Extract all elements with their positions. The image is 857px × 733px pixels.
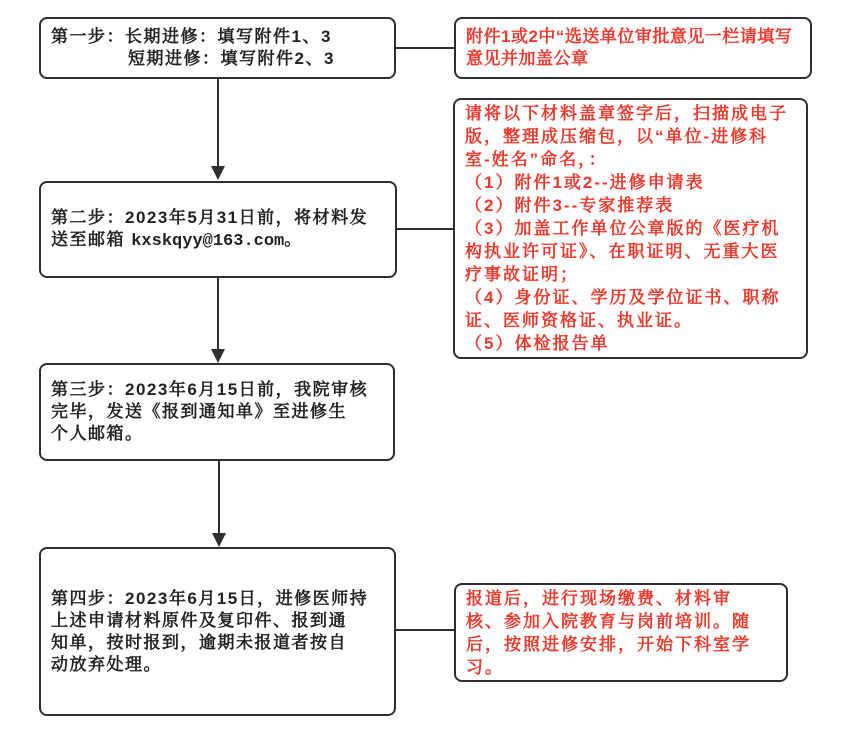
step-3-text-line: 个人邮箱。: [51, 424, 144, 443]
step-3-box: [39, 363, 395, 461]
note-2-text-line: 室-姓名”命名，：: [465, 150, 608, 169]
step-2-box: [39, 181, 397, 278]
arrowhead-down-icon: [211, 166, 225, 180]
note-2-text-line: （1）附件1或2--进修申请表: [465, 173, 705, 192]
note-2-text-line: （4）身份证、学历及学位证书、职称: [465, 288, 781, 307]
note-3-box: [454, 583, 788, 682]
connector-step4-note3: [394, 629, 454, 631]
note-3-text-line: 习。: [466, 657, 504, 677]
step-4-text-line: 知单，按时报到，逾期未报道者按自: [51, 632, 347, 652]
step-1-box: [39, 17, 396, 79]
arrow-step2-to-step3: [211, 278, 225, 363]
note-2-text-line: （3）加盖工作单位公章版的《医疗机: [465, 219, 781, 238]
step-3-text-line: 第三步：2023年6月15日前，我院审核: [51, 380, 369, 399]
arrow-shaft: [217, 278, 219, 351]
note-2-text-line: 构执业许可证》、在职证明、无重大医: [465, 242, 780, 261]
note-2-text-line: 请将以下材料盖章签字后，扫描成电子: [465, 104, 788, 123]
arrow-step3-to-step4: [212, 461, 226, 547]
note-2-text-line: 证、医师资格证、执业证。: [465, 311, 693, 330]
arrowhead-down-icon: [212, 533, 226, 547]
note-2-text-line: （5）体检报告单: [465, 334, 610, 353]
arrowhead-down-icon: [211, 349, 225, 363]
email-text: kxskqyy@163.com。: [131, 231, 302, 251]
connector-step1-note1: [394, 47, 454, 49]
note-2-text-line: 疗事故证明；: [465, 265, 579, 284]
step-3-text-line: 完毕，发送《报到通知单》至进修生: [51, 402, 347, 421]
arrow-shaft: [218, 461, 220, 535]
step-2-text-line: [51, 229, 385, 253]
step-2-text-line: 第二步：2023年5月31日前，将材料发: [51, 207, 369, 227]
connector-step2-note2: [395, 228, 453, 230]
step-4-text-line: 第四步：2023年6月15日，进修医师持: [51, 588, 369, 608]
note-2-text-line: 版，整理成压缩包，以“单位-进修科: [465, 127, 769, 146]
note-1-box: [454, 17, 812, 79]
note-3-text-line: 报道后，进行现场缴费、材料审: [466, 588, 732, 608]
email-label: 送至邮箱: [51, 229, 132, 249]
step-4-text-line: 上述申请材料原件及复印件、报到通: [51, 610, 347, 630]
arrow-shaft: [217, 79, 219, 168]
note-2-box: [453, 98, 808, 359]
note-2-text-line: （2）附件3--专家推荐表: [465, 196, 675, 215]
note-3-text-line: 后，按照进修安排，开始下科室学: [466, 634, 751, 654]
note-3-text-line: 核、参加入院教育与岗前培训。随: [466, 611, 751, 631]
step-1-text-line: 第一步：长期进修：填写附件1、3: [51, 27, 332, 46]
arrow-step1-to-step2: [211, 79, 225, 180]
step-1-text-line: 短期进修：填写附件2、3: [128, 49, 335, 68]
note-1-text-line: 附件1或2中“选送单位审批意见一栏请填写: [466, 27, 793, 46]
step-4-box: [39, 547, 396, 716]
step-4-text-line: 动放弃处理。: [51, 654, 162, 674]
note-1-text-line: 意见并加盖公章: [466, 49, 589, 68]
